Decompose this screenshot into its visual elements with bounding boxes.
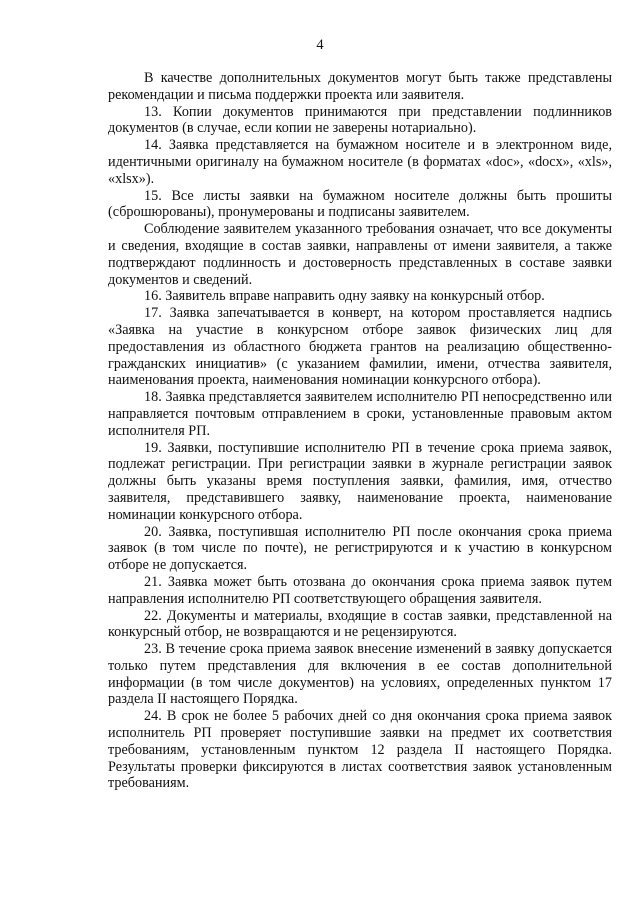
- paragraph-17: 17. Заявка запечатывается в конверт, на котором проставляется надпись «Заявка на участие в конкурсном отборе заявок физических лиц для предоставления из областного бюджета грантов на реализацию общественно-гражданских инициатив» (с указанием фамилии, имени, отчества заявителя, наименования проекта, наименования номинации конкурсного отбора).: [108, 305, 612, 389]
- paragraph-compliance: Соблюдение заявителем указанного требования означает, что все документы и сведения, входящие в состав заявки, направлены от имени заявителя, а также подтверждают подлинность и достоверность представленных в составе заявки документов и сведений.: [108, 221, 612, 288]
- paragraph-24: 24. В срок не более 5 рабочих дней со дня окончания срока приема заявок исполнитель РП проверяет поступившие заявки на предмет их соответствия требованиям, установленным пунктом 12 раздела II настоящего Порядка. Результаты проверки фиксируются в листах соответствия заявок установленным требованиям.: [108, 708, 612, 792]
- paragraph-14: 14. Заявка представляется на бумажном носителе и в электронном виде, идентичными оригиналу на бумажном носителе (в форматах «doc», «docx», «xls», «xlsx»).: [108, 137, 612, 187]
- document-body: [108, 70, 612, 792]
- paragraph-21: 21. Заявка может быть отозвана до окончания срока приема заявок путем направления исполнителю РП соответствующего обращения заявителя.: [108, 573, 612, 607]
- paragraph-19: 19. Заявки, поступившие исполнителю РП в течение срока приема заявок, подлежат регистрации. При регистрации заявки в журнале регистрации заявок должны быть указаны время поступления заявки, фамилия, имя, отчество заявителя, представившего заявку, наименование проекта, наименование номинации конкурсного отбора.: [108, 439, 612, 523]
- paragraph-16: 16. Заявитель вправе направить одну заявку на конкурсный отбор.: [144, 288, 545, 305]
- page-number: 4: [316, 37, 324, 53]
- paragraph-15: 15. Все листы заявки на бумажном носителе должны быть прошиты (сброшюрованы), пронумерованы и подписаны заявителем.: [108, 187, 612, 221]
- paragraph-23: 23. В течение срока приема заявок внесение изменений в заявку допускается только путем представления для включения в ее состав дополнительной информации (в том числе документов) на условиях, определенных пунктом 17 раздела II настоящего Порядка.: [108, 641, 612, 708]
- paragraph-13: 13. Копии документов принимаются при представлении подлинников документов (в случае, если копии не заверены нотариально).: [108, 103, 612, 137]
- paragraph-18: 18. Заявка представляется заявителем исполнителю РП непосредственно или направляется почтовым отправлением в сроки, установленные правовым актом исполнителя РП.: [108, 389, 612, 439]
- paragraph-additional-documents: В качестве дополнительных документов могут быть также представлены рекомендации и письма поддержки проекта или заявителя.: [108, 70, 612, 103]
- paragraph-20: 20. Заявка, поступившая исполнителю РП после окончания срока приема заявок (в том числе по почте), не регистрируются и к участию в конкурсном отборе не допускается.: [108, 523, 612, 574]
- paragraph-22: 22. Документы и материалы, входящие в состав заявки, представленной на конкурсный отбор, не возвращаются и не рецензируются.: [108, 607, 612, 641]
